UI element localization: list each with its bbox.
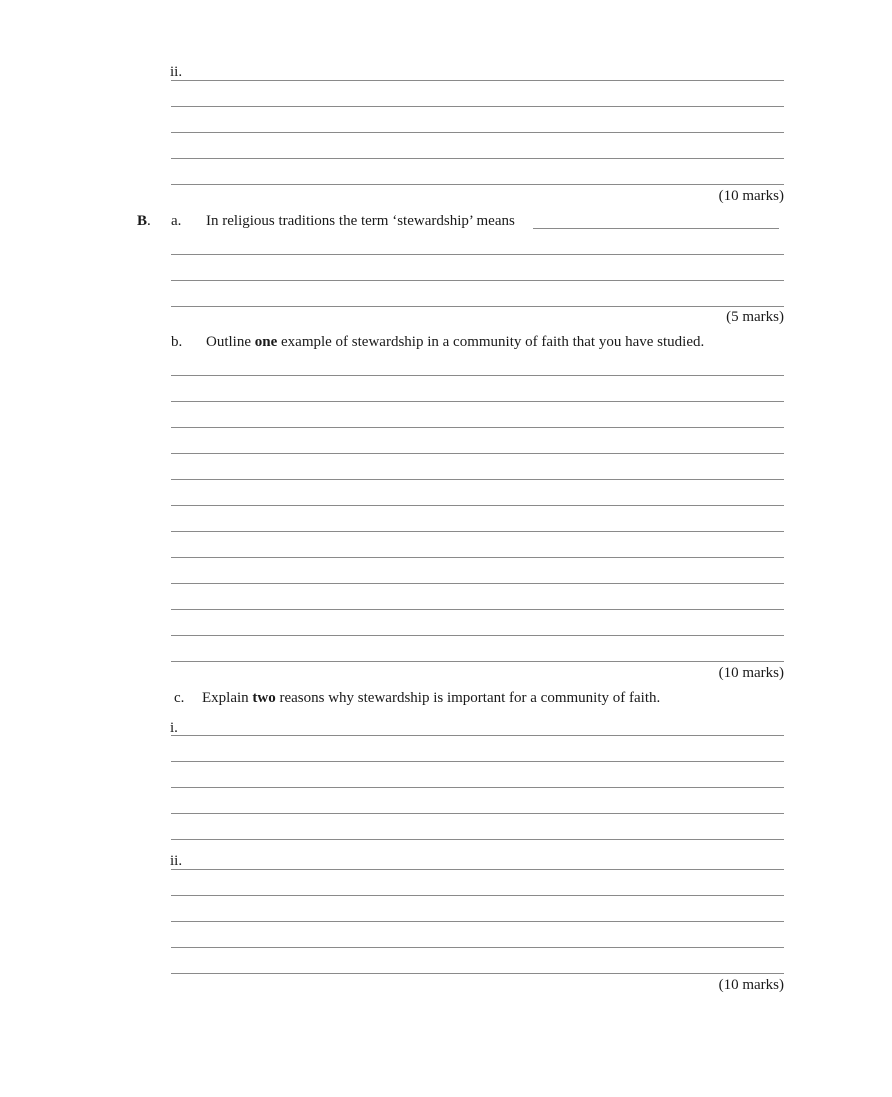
prompt-emphasis: one <box>254 334 278 350</box>
answer-label-ii: ii. <box>170 853 183 869</box>
inline-answer-blank[interactable] <box>533 228 779 229</box>
answer-line[interactable] <box>171 280 784 281</box>
prompt-emphasis: two <box>252 690 276 706</box>
answer-line[interactable] <box>171 453 784 454</box>
answer-line[interactable] <box>171 557 784 558</box>
answer-line[interactable] <box>171 813 784 814</box>
section-letter: B <box>137 213 148 229</box>
answer-line[interactable] <box>171 947 784 948</box>
answer-line[interactable] <box>171 401 784 402</box>
answer-line[interactable] <box>171 895 784 896</box>
answer-line[interactable] <box>171 158 784 159</box>
answer-line[interactable] <box>171 635 784 636</box>
answer-line[interactable] <box>171 973 784 974</box>
answer-label-i: i. <box>170 720 178 736</box>
question-c-prompt <box>202 689 660 707</box>
marks-label: (10 marks) <box>718 977 784 993</box>
prompt-text: Explain <box>202 690 253 706</box>
answer-line[interactable] <box>171 505 784 506</box>
answer-line[interactable] <box>171 106 784 107</box>
answer-line[interactable] <box>171 132 784 133</box>
prompt-text: reasons why stewardship is important for a community of faith. <box>275 690 661 706</box>
answer-line[interactable] <box>171 787 784 788</box>
marks-label: (10 marks) <box>718 665 784 681</box>
marks-label: (10 marks) <box>718 188 784 204</box>
answer-line[interactable] <box>171 184 784 185</box>
answer-line[interactable] <box>171 306 784 307</box>
answer-line[interactable] <box>171 80 784 81</box>
question-label-b: b. <box>171 334 183 350</box>
answer-line[interactable] <box>171 427 784 428</box>
answer-line[interactable] <box>171 609 784 610</box>
marks-label: (5 marks) <box>726 309 784 325</box>
answer-line[interactable] <box>171 375 784 376</box>
answer-line[interactable] <box>171 869 784 870</box>
answer-line[interactable] <box>171 583 784 584</box>
answer-line[interactable] <box>171 254 784 255</box>
question-b-prompt <box>206 333 704 351</box>
answer-line[interactable] <box>171 531 784 532</box>
question-a-prompt: In religious traditions the term ‘stewardship’ means <box>206 213 515 229</box>
question-label-c: c. <box>174 690 185 706</box>
answer-line[interactable] <box>171 761 784 762</box>
answer-line[interactable] <box>171 839 784 840</box>
answer-label-ii: ii. <box>170 64 183 80</box>
question-label-a: a. <box>171 213 182 229</box>
answer-line[interactable] <box>171 735 784 736</box>
section-label <box>137 212 151 230</box>
section-label-suffix: . <box>147 213 151 229</box>
answer-line[interactable] <box>171 661 784 662</box>
prompt-text: example of stewardship in a community of faith that you have studied. <box>277 334 705 350</box>
answer-line[interactable] <box>171 479 784 480</box>
prompt-text: Outline <box>206 334 255 350</box>
answer-line[interactable] <box>171 921 784 922</box>
